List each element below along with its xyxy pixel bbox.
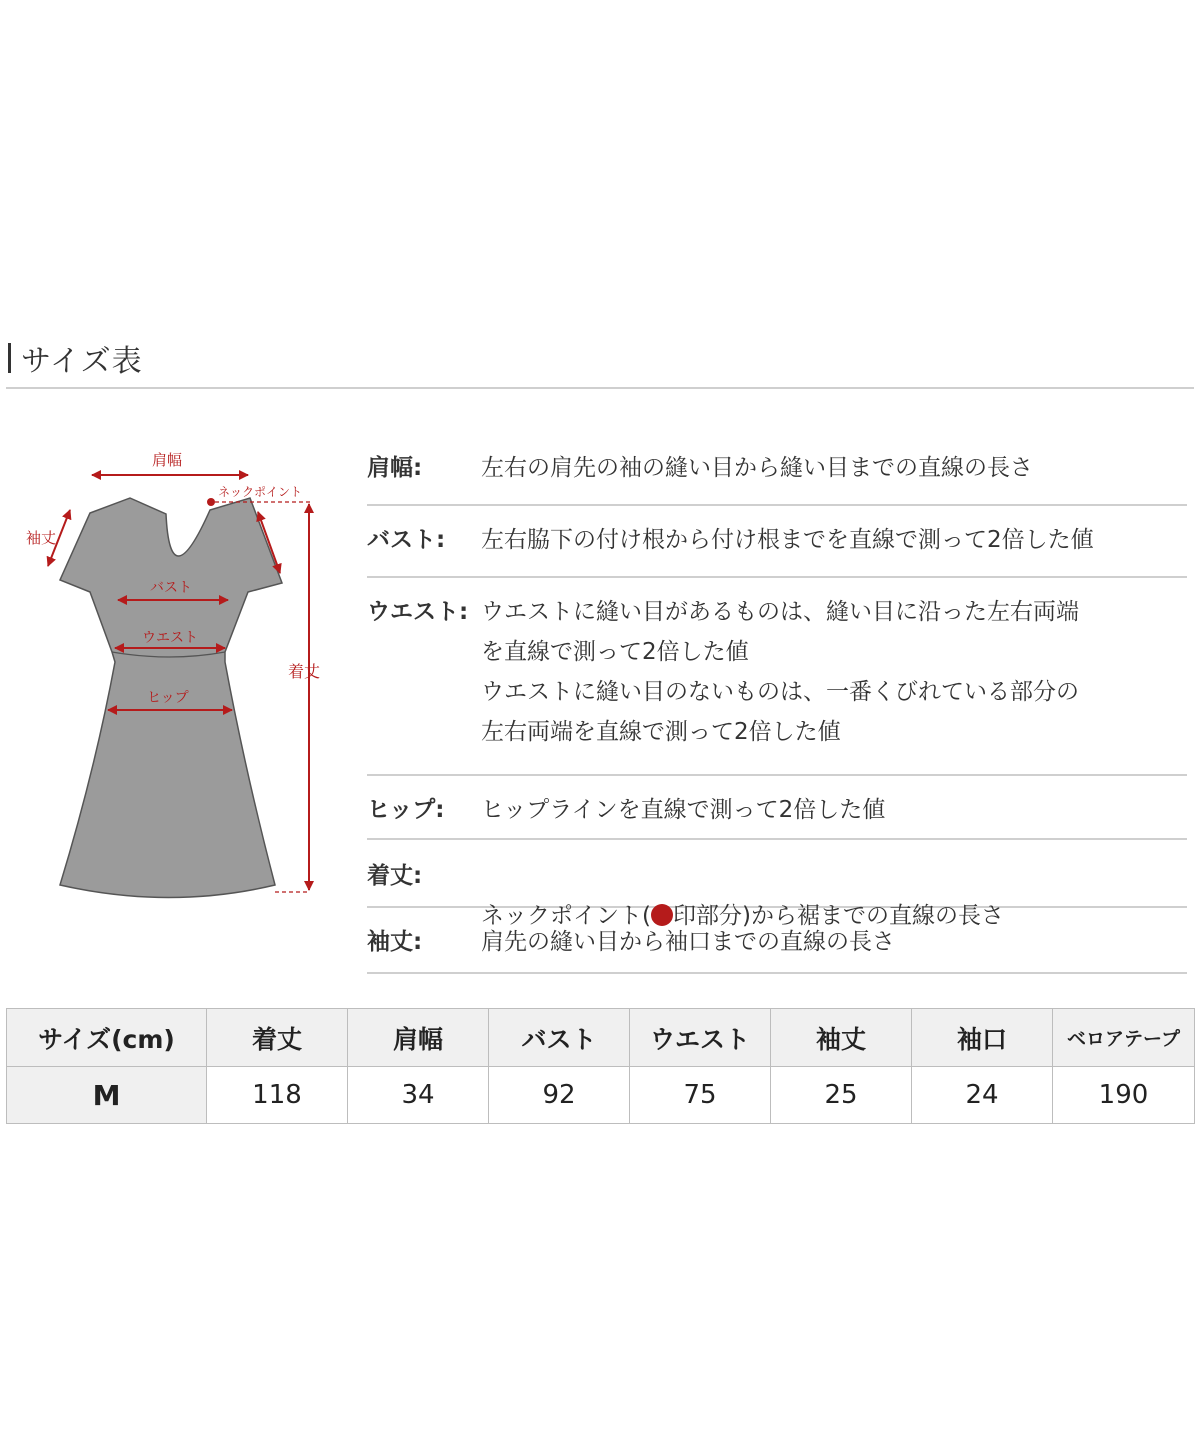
definition-label: 肩幅: xyxy=(367,455,423,481)
definition-text: ヒップラインを直線で測って2倍した値 xyxy=(481,797,886,823)
title-accent-bar xyxy=(8,343,11,373)
length-label: 着丈 xyxy=(288,662,321,681)
table-header: 袖口 xyxy=(912,1009,1053,1067)
shoulder-label: 肩幅 xyxy=(152,451,183,469)
neck-point-dot xyxy=(207,498,215,506)
section-title: サイズ表 xyxy=(21,344,143,379)
table-header: 袖丈 xyxy=(771,1009,912,1067)
neck-point-label: ネックポイント xyxy=(218,485,303,499)
table-header: 着丈 xyxy=(207,1009,348,1067)
definition-label: 着丈: xyxy=(367,863,423,889)
table-cell: 190 xyxy=(1053,1067,1195,1124)
sleeve-label: 袖丈 xyxy=(26,529,57,547)
definition-text-after: 印部分)から裾までの直線の長さ xyxy=(672,903,1004,929)
definition-label: ウエスト: xyxy=(367,599,469,625)
table-cell: 92 xyxy=(489,1067,630,1124)
definition-row xyxy=(367,840,1187,929)
table-header: 肩幅 xyxy=(348,1009,489,1067)
table-header: バスト xyxy=(489,1009,630,1067)
table-header: サイズ(cm) xyxy=(7,1009,207,1067)
definition-row xyxy=(367,578,1187,776)
definition-text: ウエストに縫い目があるものは、縫い目に沿った左右両端 を直線で測って2倍した値 ウエストに縫い目のないものは、一番くびれている部分の 左右両端を直線で測って2倍した値 xyxy=(481,599,1079,745)
table-header: ベロアテープ xyxy=(1053,1009,1195,1067)
table-cell: 24 xyxy=(912,1067,1053,1124)
hip-label: ヒップ xyxy=(147,690,189,706)
bust-label: バスト xyxy=(150,580,192,596)
definition-text: 左右脇下の付け根から付け根までを直線で測って2倍した値 xyxy=(481,527,1094,553)
definition-row xyxy=(367,776,1187,840)
measurement-definitions xyxy=(367,440,1187,974)
size-table xyxy=(6,1008,1195,1124)
definition-text: 肩先の縫い目から袖口までの直線の長さ xyxy=(481,929,895,955)
definition-row xyxy=(367,440,1187,506)
waist-label: ウエスト xyxy=(142,630,198,646)
table-header: ウエスト xyxy=(630,1009,771,1067)
table-header-row xyxy=(7,1009,1195,1067)
table-cell: 118 xyxy=(207,1067,348,1124)
definition-text: 左右の肩先の袖の縫い目から縫い目までの直線の長さ xyxy=(481,455,1033,481)
definition-label: ヒップ: xyxy=(367,797,445,823)
table-cell: 75 xyxy=(630,1067,771,1124)
table-row xyxy=(7,1067,1195,1124)
definition-label: バスト: xyxy=(367,527,446,553)
table-cell: 25 xyxy=(771,1067,912,1124)
title-divider xyxy=(6,387,1194,389)
table-cell: 34 xyxy=(348,1067,489,1124)
definition-text-before: ネックポイント( xyxy=(481,903,651,929)
definition-row xyxy=(367,506,1187,578)
definition-label: 袖丈: xyxy=(367,929,423,955)
section-header xyxy=(8,340,143,379)
dress-measurement-diagram xyxy=(20,440,340,910)
table-cell-size: M xyxy=(7,1067,207,1124)
